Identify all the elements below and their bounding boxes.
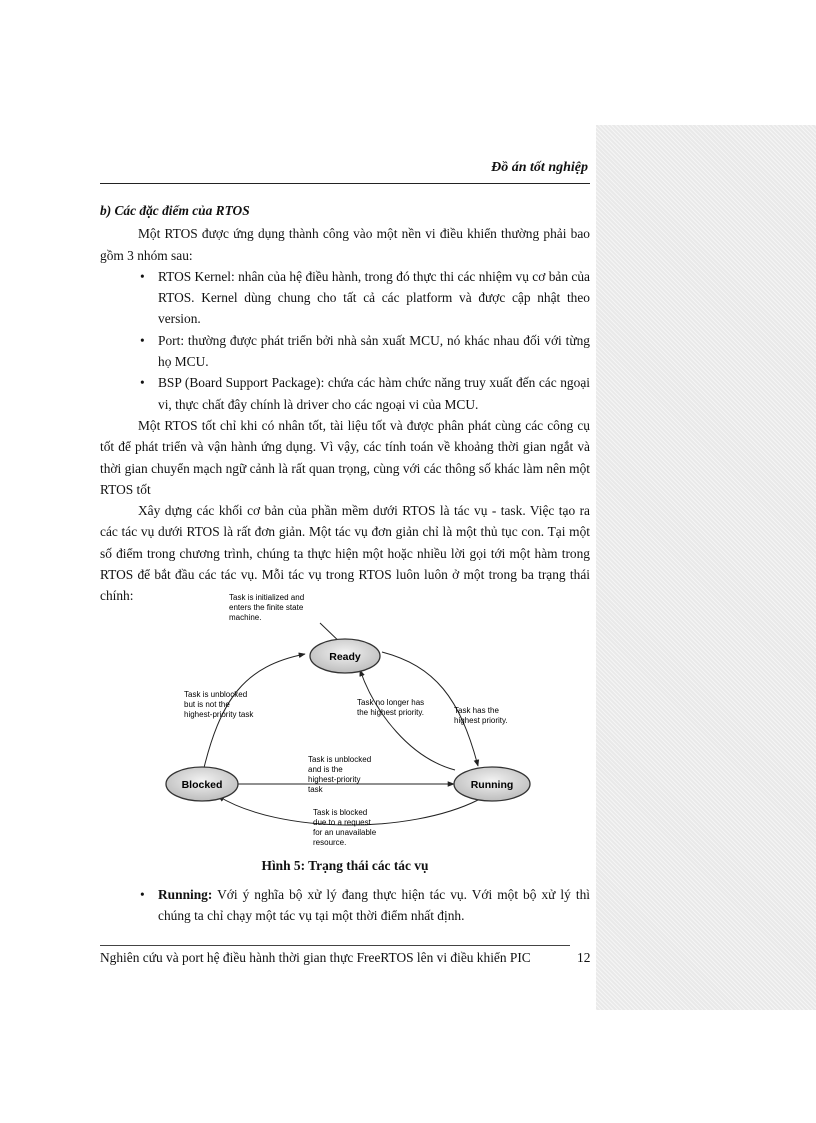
list-item-text: RTOS Kernel: nhân của hệ điều hành, trong đó thực thi các nhiệm vụ cơ bản của RTOS. Kernel dùng chung cho tất cả các platform và được cập nhật theo version. [158,268,590,327]
bullet-icon: • [140,887,145,902]
quality-paragraph: Một RTOS tốt chỉ khi có nhân tốt, tài liệu tốt và được phân phát cùng các công cụ tốt để phát triển và vận hành ứng dụng. Vì vậy, các tính toán về khoảng thời gian ngắt và thời gian chuyển mạch ngữ cảnh là rất quan trọng, cùng với các thông số khác làm nên một RTOS tốt [100,417,590,497]
list-item [140,266,590,330]
section-heading: b) Các đặc điểm của RTOS [100,203,250,218]
state-node-ready [310,639,380,673]
arrow-running-to-ready [360,670,455,770]
task-state-diagram [160,588,540,852]
intro-paragraph: Một RTOS được ứng dụng thành công vào một nền vi điều khiển thường phải bao gồm 3 nhóm sau: [100,226,590,263]
annotation-init: Task is initialized and enters the finite state machine. [229,593,305,622]
list-item [140,372,590,415]
annotation-blocked-request: Task is blocked due to a request for an unavailable resource. [313,808,377,847]
annotation-unblocked-not-highest: Task is unblocked but is not the highest-priority task [184,690,254,719]
list-item-text: BSP (Board Support Package): chứa các hàm chức năng truy xuất đến các ngoại vi, thực chất đây chính là driver cho các ngoại vi của MCU. [158,375,590,412]
state-description-list [100,884,590,927]
annotation-has-highest: Task has the highest priority. [454,706,508,725]
state-label-running: Running [470,779,514,791]
bullet-icon: • [140,268,145,284]
state-node-running [454,767,530,801]
state-node-blocked [166,767,238,801]
running-term: Running: [158,887,213,902]
footer-rule [100,945,570,946]
annotation-no-longer-highest: Task no longer has the highest priority. [357,698,425,717]
tasks-paragraph: Xây dựng các khối cơ bản của phần mềm dưới RTOS là tác vụ - task. Việc tạo ra các tác vụ dưới RTOS là rất đơn giản. Một tác vụ đơn giản chỉ là một thủ tục con. Tại một số điểm trong chương trình, chúng ta thực hiện một hoặc nhiều lời gọi tới một hàm trong RTOS để bắt đầu các tác vụ. Mỗi tác vụ trong RTOS luôn luôn ở một trong ba trạng thái chính: [100,503,590,604]
footer-text: Nghiên cứu và port hệ điều hành thời gian thực FreeRTOS lên vi điều khiển PIC [100,950,531,965]
header-rule [100,183,590,184]
state-label-blocked: Blocked [181,779,223,791]
list-item [140,884,590,927]
comment-margin-strip [596,125,816,1010]
page-header-title: Đồ án tốt nghiệp [491,160,588,175]
bullet-icon: • [140,375,145,391]
annotation-unblocked-highest: Task is unblocked and is the highest-priority task [308,755,372,794]
page-number: 12 [577,950,591,965]
running-description: Với ý nghĩa bộ xử lý đang thực hiện tác vụ. Với một bộ xử lý thì chúng ta chỉ chạy một tác vụ tại một thời điểm nhất định. [158,887,590,924]
list-item-text: Port: thường được phát triển bởi nhà sản xuất MCU, nó khác nhau đối với từng họ MCU. [158,332,590,370]
figure-caption: Hình 5: Trạng thái các tác vụ [261,858,429,873]
component-list [100,266,590,415]
state-label-ready: Ready [329,651,361,663]
body-content [100,200,590,607]
list-item [140,330,590,373]
bullet-icon: • [140,332,145,348]
